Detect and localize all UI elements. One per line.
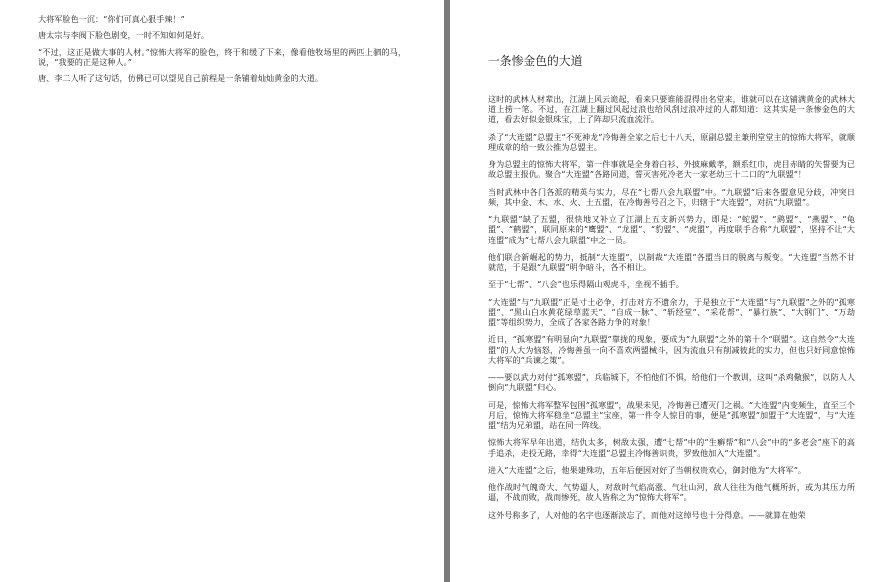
paragraph: 杀了“大连盟”总盟主“不死神龙”冷悔善全家之后七十八天，原副总盟主兼刑堂堂主的惊怖大将军，就顺理成章的给一致公推为总盟主。 <box>488 131 855 152</box>
paragraph: 当时武林中各门各派的精英与实力，尽在“七帮八会九联盟”中。“九联盟”后来各盟意见分歧，冲突日频，其中金、木、水、火、土五盟，在冷悔善号召之下，归辖于“大连盟”，对抗“九联盟”。 <box>488 186 855 207</box>
right-page <box>450 0 891 582</box>
paragraph: 进入“大连盟”之后，他果建殊功，五年后便因对好了当朝权贵欢心，御封他为“大将军”。 <box>488 464 807 475</box>
paragraph: ——要以武力对付“孤寒盟”，兵临城下，不怕他们不惧，给他们一个教训，这叫“杀鸡儆猴”，以防人人倒向“九联盟”归心。 <box>488 372 855 393</box>
paragraph: 可是，惊怖大将军整军包围“孤寒盟”，战果未见，冷悔善已遭灭门之祸。“大连盟”内变频生，直至三个月后，惊怖大将军稳坐“总盟主”宝座，第一件令人惊目的事，便是“孤寒盟”加盟于“大连盟”，与“大连盟”结为兄弟盟，站在同一阵线。 <box>488 399 855 431</box>
paragraph: “不过，这正是做大事的人材。”惊怖大将军的脸色，终于和缓了下来，像看他牧场里的两匹上驷的马，说，“我要的正是这种人。” <box>38 46 406 67</box>
paragraph: 近日，“孤寒盟”有明显向“九联盟”靠拢的现象，要成为“九联盟”之外的第十个“联盟”。这自然令“大连盟”的人大为恼怒，冷悔善虽一向不喜欢两盟械斗，因为流血只有削减彼此的实力，但也只好同意惊怖大将军的“兵谏之策”。 <box>488 334 855 365</box>
paragraph: “九联盟”缺了五盟，很快地又补立了江湖上五支新兴势力，即是：“蛇盟”、“鹞盟”、“燕盟”、“龟盟”、“鹤盟”，联同原来的“鹰盟”、“龙盟”、“豹盟”、“虎盟”，再度联手合称“九联盟”，坚持不让“大连盟”成为“七帮八会九联盟”中之一员。 <box>488 214 855 245</box>
paragraph: 唐、李二人听了这句话，仿佛已可以望见自己前程是一条铺着灿灿黄金的大道。 <box>38 73 324 84</box>
paragraph: 他们联合新崛起的势力，抵制“大连盟”，以制裁“大连盟”各盟当日的脱离与叛变。“大连盟”当然不甘就范，于是跟“九联盟”明争暗斗，各不相让。 <box>488 251 855 273</box>
paragraph: 他作战时气魄奇大、气势逼人，对敌时气焰高涨、气壮山河，敌人往往为他气概所折，或为其压力所逼，不战而败，战而惨死，故人皆称之为“惊怖大将军”。 <box>488 482 855 503</box>
paragraph: 至于“七帮”、“八会”也乐得隔山观虎斗，坐视不插手。 <box>488 279 684 290</box>
paragraph: 唐太宗与李阀下脸色剧变，一时不知如何是好。 <box>38 30 210 41</box>
left-page <box>0 0 444 582</box>
paragraph: “大连盟”与“九联盟”正是寸土必争，打击对方不遗余力，于是独立于“大连盟”与“九联盟”之外的“孤寒盟”、“黑山白水黄花绿草蓝天”、“自成一脉”、“斩经堂”、“采花帮”、“暴行族”、“大钢门”、“万劫盟”等组织势力，全成了各家各路力争的对象！ <box>488 296 855 328</box>
paragraph: 惊怖大将军早年出道，结仇太多，树敌太强，遭“七帮”中的“生癣帮”和“八会”中的“多老会”座下的高手追杀，走投无路，幸得“大连盟”总盟主冷悔善识贵，罗致他加入“大连盟”。 <box>488 437 855 458</box>
paragraph: 身为总盟主的惊怖大将军，第一件事就是全身着白衫、外披麻戴孝，额系红巾，虎目赤睛的矢誓要为已故总盟主报仇。聚合“大连盟”各路同道，誓灭害死冷老大一家老幼三十二口的“九联盟”！ <box>488 159 855 180</box>
chapter-title: 一条惨金色的大道 <box>488 54 583 68</box>
paragraph: 这外号称多了，人对他的名字也逐渐淡忘了，而他对这绰号也十分得意。——就算在他荣 <box>488 509 806 520</box>
paragraph: 这时的武林人材辈出，江湖上风云诡起，看来只要谁能混得出名堂来，谁就可以在这铺满黄金的武林大道上捞一笔。不过，在江湖上翻过风起过浪也给风刮过浪冲过的人都知道：这其实是一条惨金色的大道，看去好似金银珠宝，上了阵却只流血流汗。 <box>488 94 855 125</box>
paragraph: 大将军脸色一沉：“你们可真心狠手辣！” <box>38 14 185 24</box>
